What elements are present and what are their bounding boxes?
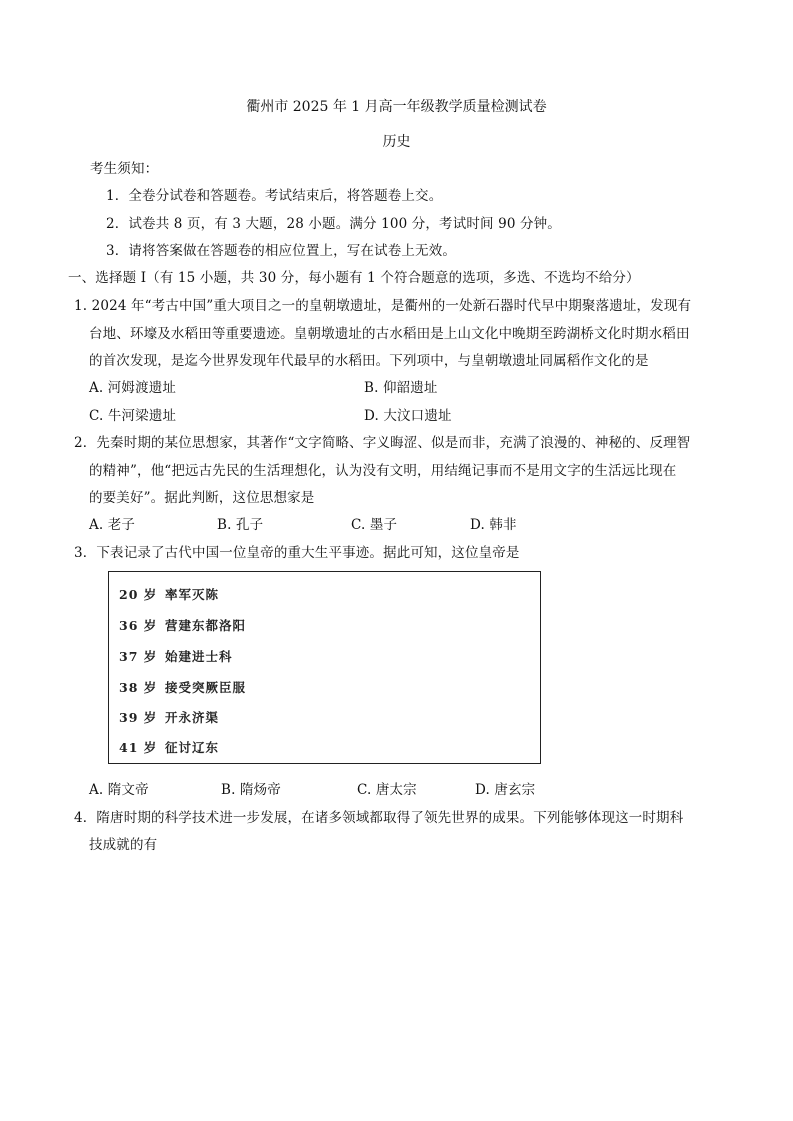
event-row	[119, 647, 233, 665]
event-age: 38 岁	[119, 680, 158, 695]
q1-option-a: A. 河姆渡遗址	[89, 380, 177, 396]
event-age: 36 岁	[119, 618, 158, 633]
event-text: 营建东都洛阳	[165, 618, 247, 633]
event-age: 41 岁	[119, 740, 158, 755]
q2-stem-line-2: 的精神”，他“把远古先民的生活理想化，认为没有文明，用结绳记事而不是用文字的生活远比现在	[89, 463, 677, 479]
q2-stem-line-3: 的要美好”。据此判断，这位思想家是	[89, 490, 315, 506]
event-age: 37 岁	[119, 649, 158, 664]
event-row	[119, 678, 246, 696]
event-age: 20 岁	[119, 587, 158, 602]
q1-option-b: B. 仰韶遗址	[364, 380, 438, 396]
notice-item-1: 1．全卷分试卷和答题卷。考试结束后，将答题卷上交。	[106, 188, 443, 204]
q2-option-c: C. 墨子	[351, 517, 398, 533]
event-row	[119, 738, 219, 756]
exam-title: 衢州市 2025 年 1 月高一年级教学质量检测试卷	[246, 99, 547, 115]
q4-stem-line-2: 技成就的有	[89, 837, 158, 853]
event-age: 39 岁	[119, 710, 158, 725]
q1-stem-line-3: 的首次发现，是迄今世界发现年代最早的水稻田。下列项中，与皇朝墩遗址同属稻作文化的是	[89, 353, 649, 369]
q3-option-d: D. 唐玄宗	[475, 782, 536, 798]
notice-heading: 考生须知：	[90, 161, 159, 177]
event-text: 接受突厥臣服	[165, 680, 247, 695]
exam-subject: 历史	[382, 134, 411, 150]
q1-stem-line-1: 1. 2024 年“考古中国”重大项目之一的皇朝墩遗址，是衢州的一处新石器时代早中期聚落遗址，发现有	[74, 298, 692, 314]
event-row	[119, 585, 219, 603]
q2-option-a: A. 老子	[89, 517, 136, 533]
q4-stem-line-1: 4．隋唐时期的科学技术进一步发展，在诸多领域都取得了领先世界的成果。下列能够体现这一时期科	[74, 810, 684, 826]
q2-option-d: D. 韩非	[470, 517, 517, 533]
notice-item-3: 3．请将答案做在答题卷的相应位置上，写在试卷上无效。	[106, 243, 456, 259]
event-text: 征讨辽东	[165, 740, 220, 755]
event-text: 率军灭陈	[165, 587, 220, 602]
notice-item-2: 2．试卷共 8 页，有 3 大题，28 小题。满分 100 分，考试时间 90 分钟。	[106, 216, 561, 232]
q3-stem: 3．下表记录了古代中国一位皇帝的重大生平事迹。据此可知，这位皇帝是	[74, 545, 520, 561]
event-text: 始建进士科	[165, 649, 233, 664]
q1-option-d: D. 大汶口遗址	[364, 408, 452, 424]
event-row	[119, 708, 219, 726]
q1-option-c: C. 牛河梁遗址	[89, 408, 177, 424]
event-text: 开永济渠	[165, 710, 220, 725]
q1-stem-line-2: 台地、环壕及水稻田等重要遗迹。皇朝墩遗址的古水稻田是上山文化中晚期至跨湖桥文化时期水稻田	[89, 326, 690, 342]
section-heading: 一、选择题 I（有 15 小题，共 30 分，每小题有 1 个符合题意的选项，多选、不选均不给分）	[68, 270, 640, 286]
event-row	[119, 616, 246, 634]
q2-option-b: B. 孔子	[217, 517, 264, 533]
q2-stem-line-1: 2．先秦时期的某位思想家，其著作“文字简略、字义晦涩、似是而非，充满了浪漫的、神秘的、反理智	[74, 435, 691, 451]
q3-option-b: B. 隋炀帝	[221, 782, 281, 798]
q3-option-c: C. 唐太宗	[357, 782, 417, 798]
q3-option-a: A. 隋文帝	[89, 782, 149, 798]
q3-events-table	[108, 571, 541, 764]
